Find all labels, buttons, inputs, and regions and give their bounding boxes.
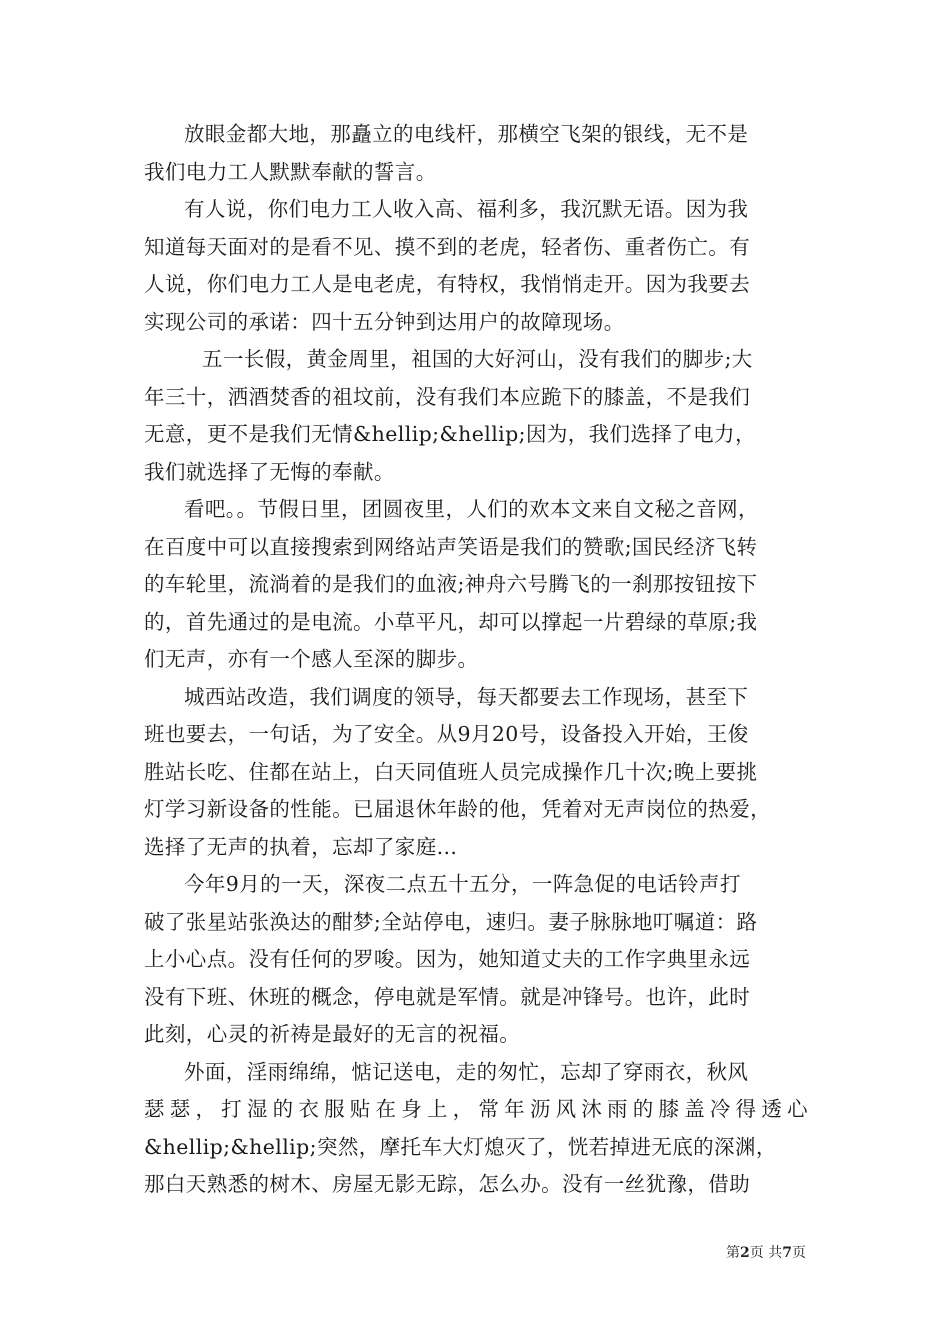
paragraph-line: 五一长假，黄金周里，祖国的大好河山，没有我们的脚步;大 (202, 347, 753, 371)
paragraph-line: 我们电力工人默默奉献的誓言。 (144, 159, 437, 184)
paragraph-line: 的车轮里，流淌着的是我们的血液;神舟六号腾飞的一刹那按钮按下 (144, 572, 758, 596)
paragraph-line: 上小心点。没有任何的罗唆。因为，她知道丈夫的工作字典里永远 (144, 947, 751, 971)
footer-suffix: 页 (792, 1245, 806, 1261)
current-page-number: 2 (740, 1245, 750, 1261)
footer-prefix: 第 (726, 1245, 741, 1261)
paragraph-line: 实现公司的承诺：四十五分钟到达用户的故障现场。 (144, 309, 625, 334)
paragraph-line: 们无声，亦有一个感人至深的脚步。 (144, 647, 479, 671)
paragraph-line: 没有下班、休班的概念，停电就是军情。就是冲锋号。也许，此时 (144, 984, 751, 1009)
paragraph-line: 放眼金都大地，那矗立的电线杆，那横空飞架的银线，无不是 (184, 122, 749, 146)
paragraph-line: 此刻，心灵的祈祷是最好的无言的祝福。 (144, 1022, 521, 1046)
paragraph-line: 看吧。。节假日里，团圆夜里，人们的欢本文来自文秘之音网， (184, 497, 759, 521)
page-number-footer (726, 1242, 806, 1262)
paragraph-line: 无意，更不是我们无情&hellip;&hellip;因为，我们选择了电力， (144, 422, 756, 446)
paragraph-line: 城西站改造，我们调度的领导，每天都要去工作现场，甚至下 (184, 684, 749, 709)
paragraph-line: 那白天熟悉的树木、房屋无影无踪，怎么办。没有一丝犹豫，借助 (144, 1172, 751, 1196)
footer-middle: 页 共 (749, 1245, 783, 1261)
paragraph-line: 选择了无声的执着，忘却了家庭... (144, 834, 458, 859)
paragraph-line: 破了张星站张涣达的酣梦;全站停电，速归。妻子脉脉地叮嘱道：路 (144, 909, 758, 934)
paragraph-line: 班也要去，一句话，为了安全。从9月20号，设备投入开始，王俊 (144, 722, 749, 746)
paragraph-line: 在百度中可以直接搜索到网络站声笑语是我们的赞歌;国民经济飞转 (144, 534, 758, 559)
document-body (144, 116, 808, 1204)
paragraph-line: 外面，淫雨绵绵，惦记送电，走的匆忙，忘却了穿雨衣，秋风 (184, 1059, 749, 1084)
paragraph-line: 我们就选择了无悔的奉献。 (144, 459, 395, 484)
paragraph-line: 的，首先通过的是电流。小草平凡，却可以撑起一片碧绿的草原;我 (144, 609, 758, 634)
paragraph-line: 有人说，你们电力工人收入高、福利多，我沉默无语。因为我 (184, 197, 749, 221)
paragraph-line: 灯学习新设备的性能。已届退休年龄的他，凭着对无声岗位的热爱， (144, 797, 771, 821)
total-pages-number: 7 (782, 1245, 792, 1261)
paragraph-line: 胜站长吃、住都在站上，白天同值班人员完成操作几十次;晚上要挑 (144, 759, 758, 784)
paragraph-line: 年三十，洒酒焚香的祖坟前，没有我们本应跪下的膝盖，不是我们 (144, 384, 751, 409)
paragraph-line: &hellip;&hellip;突然，摩托车大灯熄灭了，恍若掉进无底的深渊， (144, 1134, 777, 1159)
paragraph-line: 今年9月的一天，深夜二点五十五分，一阵急促的电话铃声打 (184, 872, 741, 896)
paragraph-line: 瑟瑟，打湿的衣服贴在身上，常年沥风沐雨的膝盖冷得透心 (144, 1097, 808, 1121)
paragraph-line: 知道每天面对的是看不见、摸不到的老虎，轻者伤、重者伤亡。有 (144, 234, 751, 259)
paragraph-line: 人说，你们电力工人是电老虎，有特权，我悄悄走开。因为我要去 (144, 272, 751, 296)
